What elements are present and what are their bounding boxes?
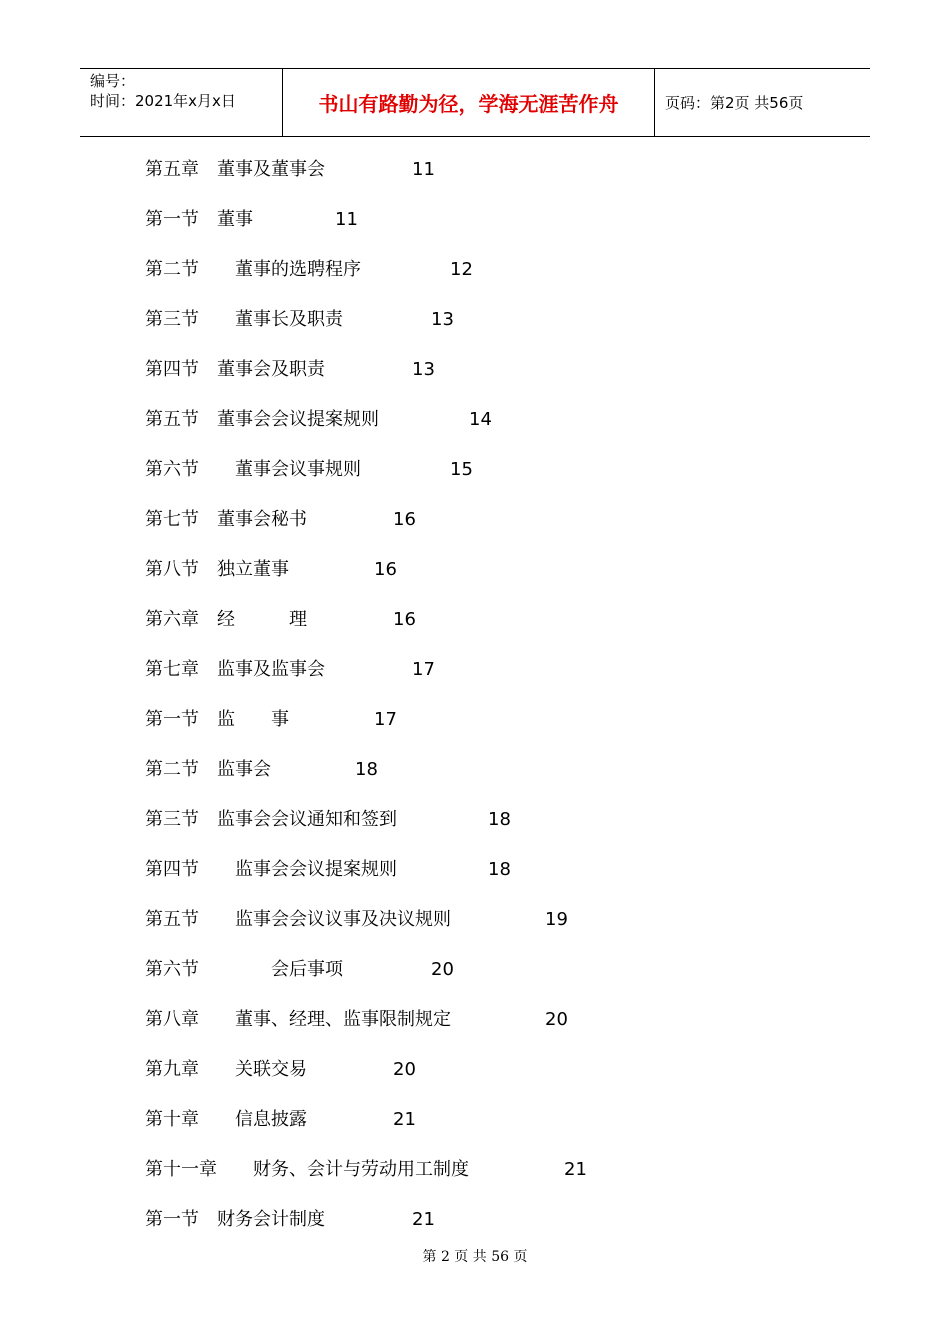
- toc-label: 第一节 财务会计制度: [145, 1209, 325, 1230]
- toc-entry: [145, 758, 378, 782]
- toc-entry: [145, 608, 416, 632]
- toc-page: 20: [431, 959, 454, 980]
- toc-entry: [145, 1008, 568, 1032]
- toc-page: 20: [545, 1009, 568, 1030]
- toc-page: 18: [488, 859, 511, 880]
- toc-entry: [145, 158, 435, 182]
- toc-label: 第二节 董事的选聘程序: [145, 259, 361, 280]
- toc-entry: [145, 508, 416, 532]
- toc-label: 第三节 监事会会议通知和签到: [145, 809, 397, 830]
- toc-page: 21: [564, 1159, 587, 1180]
- toc-entry: [145, 308, 454, 332]
- toc-label: 第十章 信息披露: [145, 1109, 307, 1130]
- toc-label: 第六节 会后事项: [145, 959, 343, 980]
- toc-entry: [145, 858, 511, 882]
- toc-page: 16: [374, 559, 397, 580]
- number-label: 编号：: [90, 72, 136, 90]
- toc-entry: [145, 658, 435, 682]
- toc-entry: [145, 908, 568, 932]
- toc-page: 12: [450, 259, 473, 280]
- toc-label: 第五节 董事会会议提案规则: [145, 409, 379, 430]
- toc-entry: [145, 408, 492, 432]
- toc-entry: [145, 708, 397, 732]
- toc-entry: [145, 358, 435, 382]
- toc-page: 18: [488, 809, 511, 830]
- toc-label: 第七章 监事及监事会: [145, 659, 325, 680]
- time-label: 时间：2021年x月x日: [90, 92, 236, 110]
- toc-page: 19: [545, 909, 568, 930]
- toc-label: 第五节 监事会会议议事及决议规则: [145, 909, 451, 930]
- toc-entry: [145, 258, 473, 282]
- toc-label: 第四节 董事会及职责: [145, 359, 325, 380]
- toc-label: 第六节 董事会议事规则: [145, 459, 361, 480]
- toc-entry: [145, 1158, 587, 1182]
- page-header: [80, 68, 870, 137]
- toc-page: 20: [393, 1059, 416, 1080]
- toc-entry: [145, 958, 454, 982]
- toc-page: 21: [393, 1109, 416, 1130]
- toc-page: 16: [393, 509, 416, 530]
- toc-page: 21: [412, 1209, 435, 1230]
- toc-page: 13: [431, 309, 454, 330]
- toc-label: 第一节 监 事: [145, 709, 289, 730]
- toc-entry: [145, 1208, 435, 1232]
- toc-page: 16: [393, 609, 416, 630]
- toc-label: 第八章 董事、经理、监事限制规定: [145, 1009, 451, 1030]
- header-page-info: 页码：第2页 共56页: [665, 94, 804, 112]
- header-meta: [80, 69, 282, 136]
- toc-label: 第五章 董事及董事会: [145, 159, 325, 180]
- toc-label: 第十一章 财务、会计与劳动用工制度: [145, 1159, 469, 1180]
- header-motto: 书山有路勤为径，学海无涯苦作舟: [282, 69, 655, 136]
- toc-entry: [145, 808, 511, 832]
- toc-page: 11: [412, 159, 435, 180]
- toc-page: 14: [469, 409, 492, 430]
- toc-entry: [145, 208, 358, 232]
- toc-label: 第三节 董事长及职责: [145, 309, 343, 330]
- toc-label: 第六章 经 理: [145, 609, 307, 630]
- toc-label: 第九章 关联交易: [145, 1059, 307, 1080]
- toc-label: 第四节 监事会会议提案规则: [145, 859, 397, 880]
- toc-label: 第八节 独立董事: [145, 559, 289, 580]
- toc-page: 11: [335, 209, 358, 230]
- toc-page: 18: [355, 759, 378, 780]
- toc-page: 13: [412, 359, 435, 380]
- toc-label: 第二节 监事会: [145, 759, 271, 780]
- toc-entry: [145, 1058, 416, 1082]
- page-footer: 第 2 页 共 56 页: [422, 1249, 528, 1265]
- toc-entry: [145, 458, 473, 482]
- toc-page: 17: [412, 659, 435, 680]
- toc-page: 17: [374, 709, 397, 730]
- toc-label: 第七节 董事会秘书: [145, 509, 307, 530]
- toc-label: 第一节 董事: [145, 209, 253, 230]
- toc-page: 15: [450, 459, 473, 480]
- toc-entry: [145, 558, 397, 582]
- toc-entry: [145, 1108, 416, 1132]
